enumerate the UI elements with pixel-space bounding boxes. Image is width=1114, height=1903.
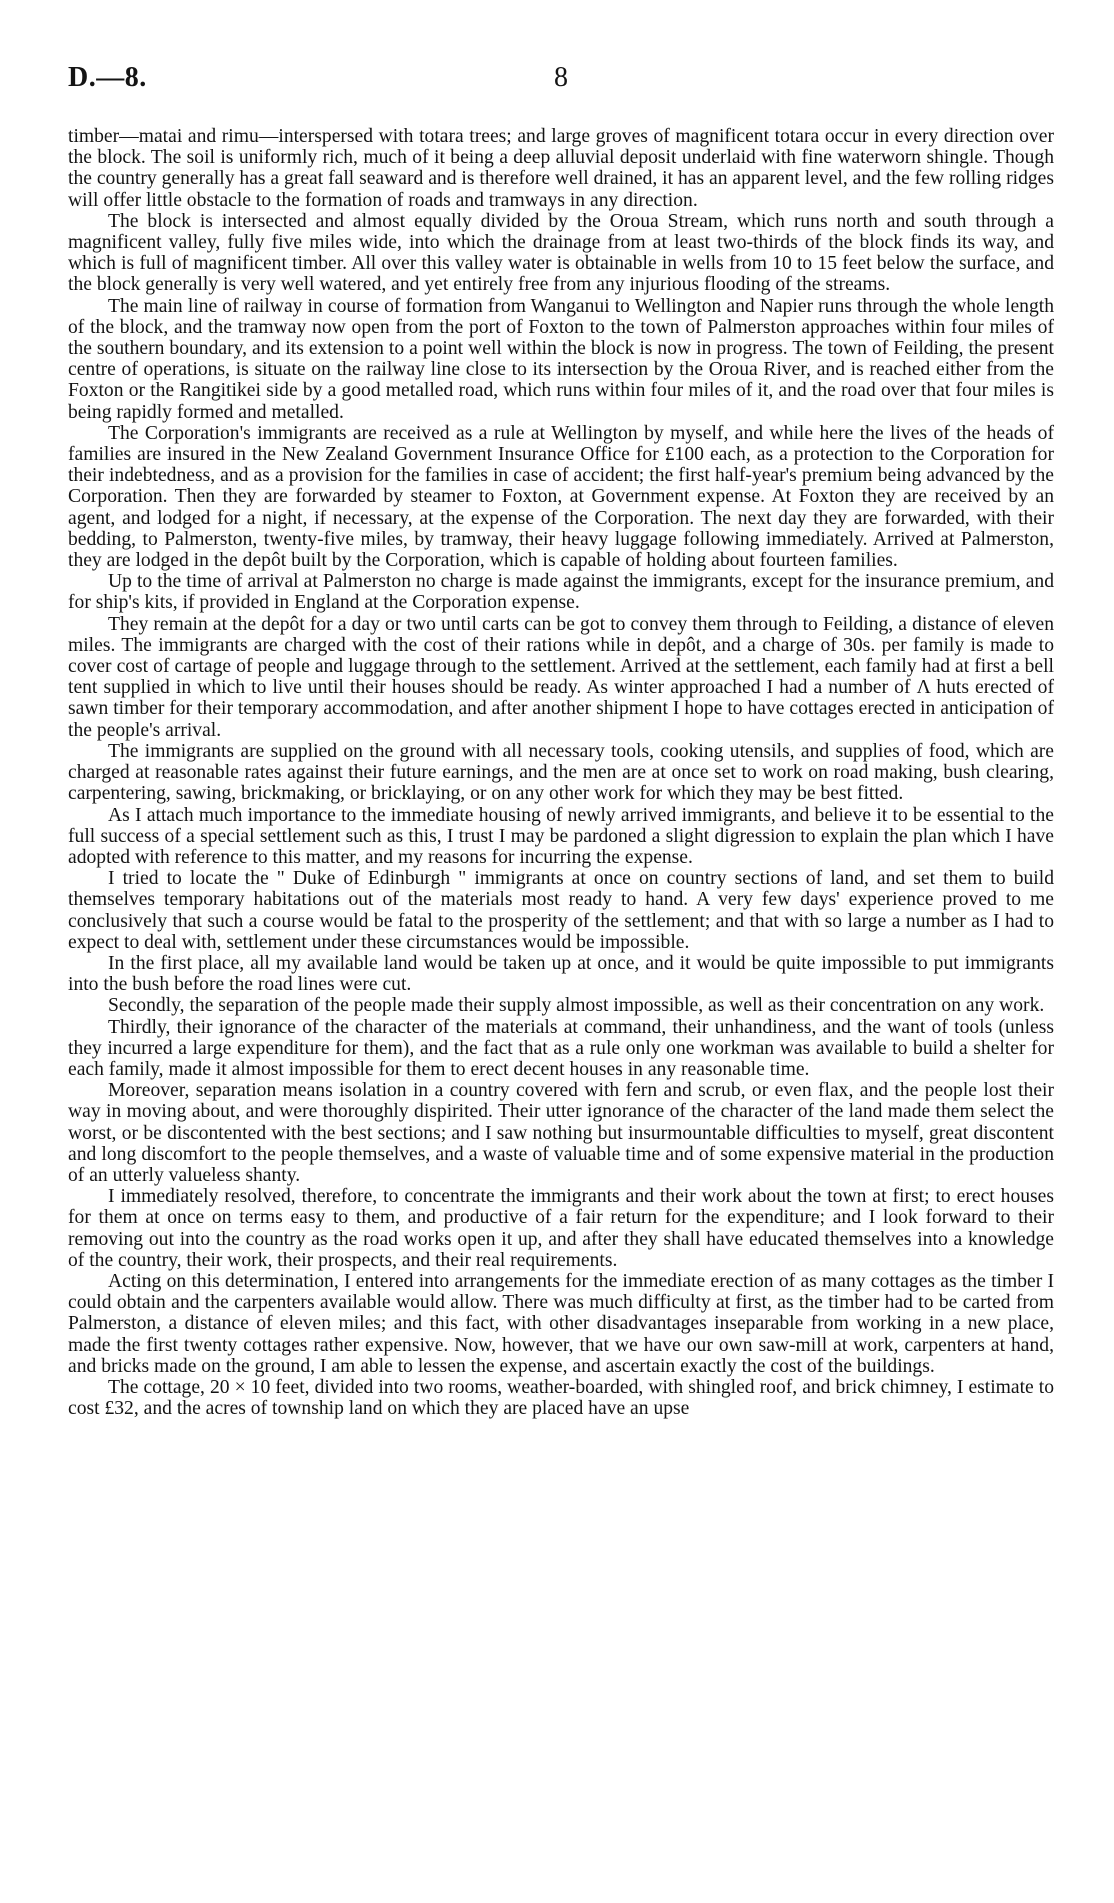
paragraph: The cottage, 20 × 10 feet, divided into two rooms, weather-boarded, with shingled roof, and brick chimney, I estimate to cost £32, and the acres of township land on which they are placed have an upse <box>68 1376 1054 1420</box>
paragraph: timber—matai and rimu—interspersed with totara trees; and large groves of magnificent totara occur in every direction over the block. The soil is uniformly rich, much of it being a deep alluvial deposit underlaid with fine waterworn shingle. Though the country generally has a great fall seaward and is therefore well drained, it has an apparent level, and the few rolling ridges will offer little obstacle to the formation of roads and tramways in any direction. <box>68 126 1054 211</box>
paragraph: The immigrants are supplied on the ground with all necessary tools, cooking utensils, and supplies of food, which are charged at reasonable rates against their future earnings, and the men are at once set to work on road making, bush clearing, carpentering, sawing, brickmaking, or bricklaying, or on any other work for which they may be best fitted. <box>68 740 1054 805</box>
paragraph: Secondly, the separation of the people made their supply almost impossible, as well as their concentration on any work. <box>108 995 1045 1017</box>
paragraph: As I attach much importance to the immediate housing of newly arrived immigrants, and believe it to be essential to the full success of a special settlement such as this, I trust I may be pardoned a slight digression to explain the plan which I have adopted with reference to this matter, and my reasons for incurring the expense. <box>68 804 1054 868</box>
paragraph: Moreover, separation means isolation in a country covered with fern and scrub, or even flax, and the people lost their way in moving about, and were thoroughly dispirited. Their utter ignorance of the character of the land made them select the worst, or be discontented with the best sections; and I saw nothing but insurmountable difficulties to myself, great discontent and long discomfort to the people themselves, and a waste of valuable time and of some expensive material in the production of an utterly valueless shanty. <box>68 1080 1054 1186</box>
paragraph: I tried to locate the " Duke of Edinburgh " immigrants at once on country sections of land, and set them to build themselves temporary habitations out of the materials most ready to hand. A very few days' experience proved to me conclusively that such a course would be fatal to the prosperity of the settlement; and that with so large a number as I had to expect to deal with, settlement under these circumstances would be impossible. <box>68 868 1054 953</box>
paragraph: The Corporation's immigrants are received as a rule at Wellington by myself, and while here the lives of the heads of families are insured in the New Zealand Government Insurance Office for £100 each, as a protection to the Corporation for their indebtedness, and as a provision for the families in case of accident; the first half-year's premium being advanced by the Corporation. Then they are forwarded by steamer to Foxton, at Government expense. At Foxton they are received by an agent, and lodged for a night, if necessary, at the expense of the Corporation. The next day they are forwarded, with their bedding, to Palmerston, twenty-five miles, by tramway, their heavy luggage following immediately. Arrived at Palmerston, they are lodged in the depôt built by the Corporation, which is capable of holding about fourteen families. <box>68 422 1054 572</box>
body-text <box>68 126 1054 1419</box>
document-reference: D.—8. <box>68 62 147 93</box>
paragraph: Thirdly, their ignorance of the character of the materials at command, their unhandiness, and the want of tools (unless they incurred a large expenditure for them), and the fact that as a rule only one workman was available to build a shelter for each family, made it almost impossible for them to erect decent houses in any reasonable time. <box>68 1016 1054 1080</box>
paragraph: Acting on this determination, I entered into arrangements for the immediate erection of as many cottages as the timber I could obtain and the carpenters available would allow. There was much difficulty at first, as the timber had to be carted from Palmerston, a distance of eleven miles; and this fact, with other disadvantages inseparable from working in a new place, made the first twenty cottages rather expensive. Now, however, that we have our own saw-mill at work, carpenters at hand, and bricks made on the ground, I am able to lessen the expense, and ascertain exactly the cost of the buildings. <box>68 1270 1054 1377</box>
page-number: 8 <box>554 62 568 93</box>
paragraph: The main line of railway in course of formation from Wanganui to Wellington and Napier runs through the whole length of the block, and the tramway now open from the port of Foxton to the town of Palmerston approaches within four miles of the southern boundary, and its extension to a point well within the block is now in progress. The town of Feilding, the present centre of operations, is situate on the railway line close to its intersection by the Oroua River, and is reached either from the Foxton or the Rangitikei side by a good metalled road, which runs within four miles of it, and the road over that four miles is being rapidly formed and metalled. <box>68 295 1054 423</box>
page-header <box>68 62 1054 106</box>
paragraph: In the first place, all my available land would be taken up at once, and it would be quite impossible to put immigrants into the bush before the road lines were cut. <box>68 952 1054 996</box>
paragraph: They remain at the depôt for a day or two until carts can be got to convey them through to Feilding, a distance of eleven miles. The immigrants are charged with the cost of their rations while in depôt, and a charge of 30s. per family is made to cover cost of cartage of people and luggage through to the settlement. Arrived at the settlement, each family had at first a bell tent supplied in which to live until their houses should be ready. As winter approached I had a number of Λ huts erected of sawn timber for their temporary accommodation, and after another shipment I hope to have cottages erected in anticipation of the people's arrival. <box>68 613 1054 741</box>
paragraph: The block is intersected and almost equally divided by the Oroua Stream, which runs north and south through a magnificent valley, fully five miles wide, into which the drainage from at least two-thirds of the block finds its way, and which is full of magnificent timber. All over this valley water is obtainable in wells from 10 to 15 feet below the surface, and the block generally is very well watered, and yet entirely free from any injurious flooding of the streams. <box>68 210 1054 296</box>
paragraph: I immediately resolved, therefore, to concentrate the immigrants and their work about the town at first; to erect houses for them at once on terms easy to them, and productive of a fair return for the expenditure; and I look forward to their removing out into the country as the road works open it up, and after they shall have educated themselves into a knowledge of the country, their work, their prospects, and their real requirements. <box>68 1186 1054 1271</box>
paragraph: Up to the time of arrival at Palmerston no charge is made against the immigrants, except for the insurance premium, and for ship's kits, if provided in England at the Corporation expense. <box>68 571 1054 614</box>
